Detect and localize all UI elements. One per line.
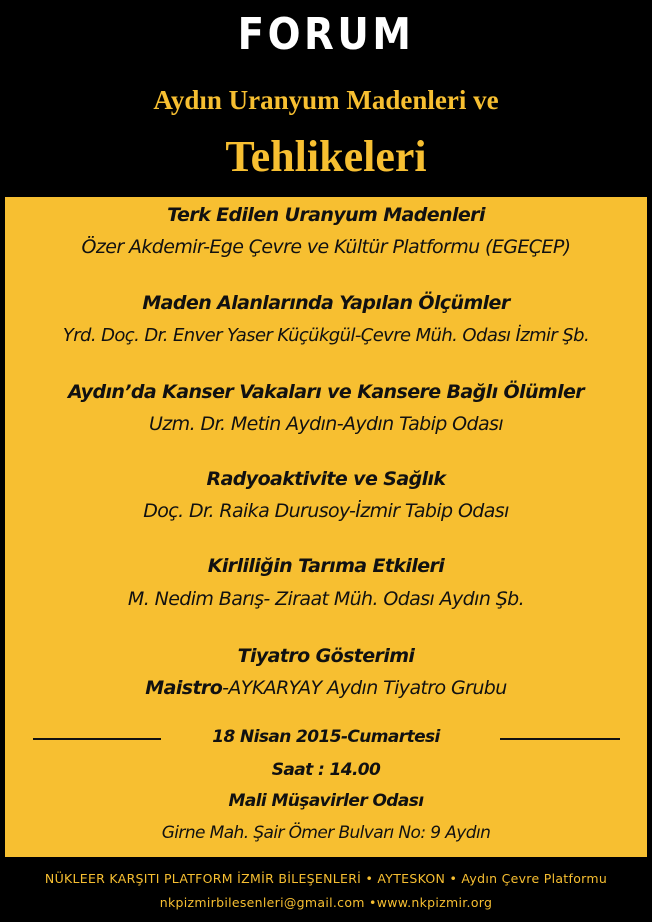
poster-title: Tehlikeleri (225, 132, 427, 181)
theatre-performance (5, 677, 647, 699)
event-date: 18 Nisan 2015-Cumartesi (212, 727, 440, 747)
session-speaker: Özer Akdemir-Ege Çevre ve Kültür Platformu (EGEÇEP) (81, 236, 571, 258)
forum-heading: FORUM (237, 9, 415, 60)
event-time: Saat : 14.00 (271, 760, 381, 780)
session-speaker: Doç. Dr. Raika Durusoy-İzmir Tabip Odası (143, 500, 509, 522)
session-speaker: Yrd. Doç. Dr. Enver Yaser Küçükgül-Çevre Müh. Odası İzmir Şb. (62, 325, 590, 346)
session-speaker: Uzm. Dr. Metin Aydın-Aydın Tabip Odası (148, 413, 503, 435)
theatre-title: Tiyatro Gösterimi (237, 645, 415, 667)
session-title: Aydın’da Kanser Vakaları ve Kansere Bağlı Ölümler (67, 381, 585, 403)
poster-header (0, 0, 652, 197)
poster-subtitle: Aydın Uranyum Madenleri ve (153, 85, 499, 115)
session-title: Radyoaktivite ve Sağlık (206, 468, 446, 490)
program-panel (5, 197, 647, 857)
contact-line: nkpizmirbilesenleri@gmail.com •www.nkpizmir.org (159, 895, 493, 910)
event-address: Girne Mah. Şair Ömer Bulvarı No: 9 Aydın (161, 823, 491, 843)
organizers-line: NÜKLEER KARŞITI PLATFORM İZMİR BİLEŞENLERİ • AYTESKON • Aydın Çevre Platformu (44, 871, 608, 886)
session-title: Maden Alanlarında Yapılan Ölçümler (142, 292, 510, 314)
theatre-group: -AYKARYAY Aydın Tiyatro Grubu (222, 677, 507, 699)
session-title: Terk Edilen Uranyum Madenleri (167, 204, 485, 226)
event-venue: Mali Müşavirler Odası (228, 791, 424, 811)
session-title: Kirliliğin Tarıma Etkileri (207, 555, 445, 577)
poster-footer (0, 857, 652, 922)
play-name: Maistro (145, 677, 223, 699)
session-speaker: M. Nedim Barış- Ziraat Müh. Odası Aydın Şb. (127, 588, 525, 610)
